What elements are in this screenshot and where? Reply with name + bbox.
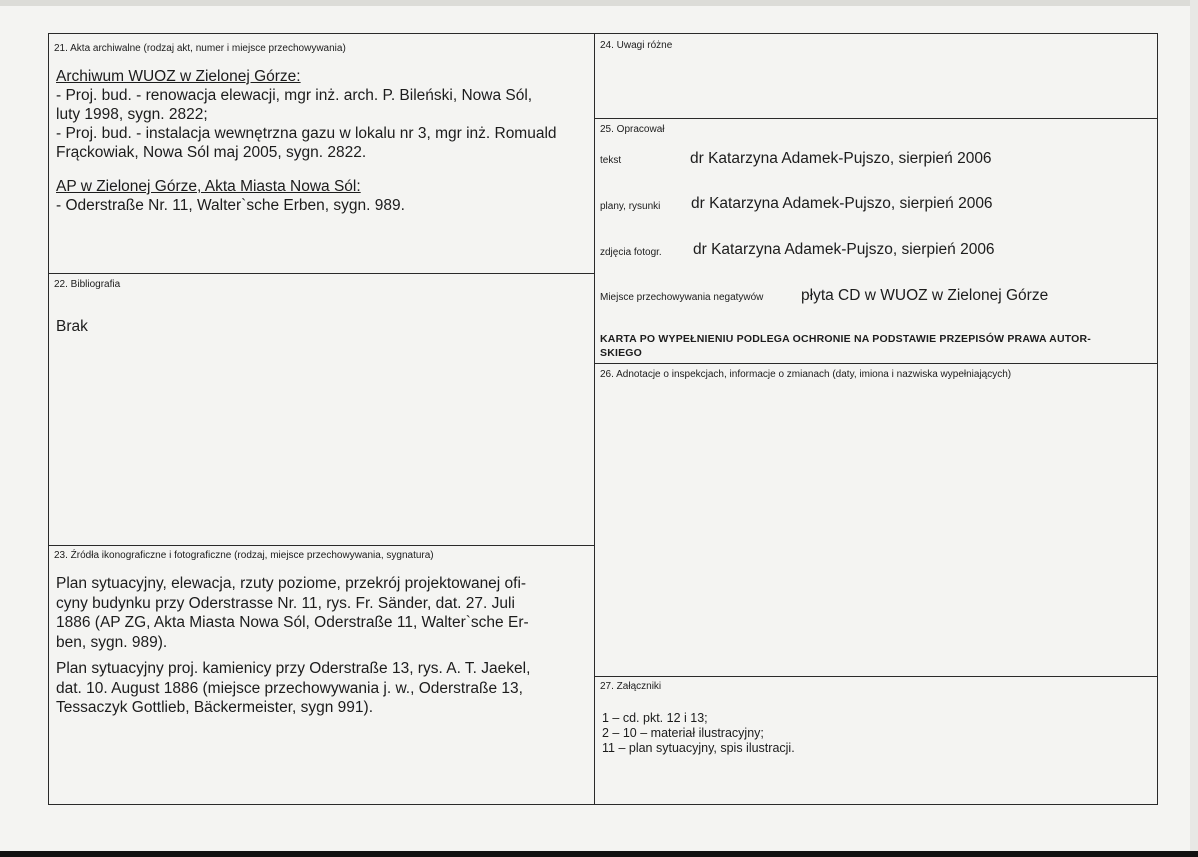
archive-line: - Proj. bud. - renowacja elewacji, mgr inż. arch. P. Bileński, Nowa Sól, [56,87,533,104]
attachments-list [602,711,795,756]
source-line: Plan sytuacyjny proj. kamienicy przy Oderstraße 13, rys. A. T. Jaekel, [56,660,531,677]
section-21-content [56,67,591,215]
attachment-item: 1 – cd. pkt. 12 i 13; [602,711,708,725]
negatives-location-key: Miejsce przechowywania negatywów [600,292,764,303]
source-line: cyny budynku przy Oderstrasse Nr. 11, rys. Fr. Sänder, dat. 27. Juli [56,594,515,612]
divider-25-26 [594,363,1158,364]
archive-heading-ap: AP w Zielonej Górze, Akta Miasta Nowa Sól: [56,178,361,195]
section-27-label: 27. Załączniki [600,681,662,692]
archive-line: Frąckowiak, Nowa Sól maj 2005, sygn. 2822. [56,144,367,161]
copyright-notice [600,332,1091,360]
source-line: Tessaczyk Gottlieb, Bäckermeister, sygn 991). [56,699,374,716]
scan-bottom-edge [0,851,1198,857]
column-divider [594,33,595,805]
archive-heading-wuoz: Archiwum WUOZ w Zielonej Górze: [56,68,301,85]
section-23-content [56,574,591,718]
archive-line: - Oderstraße Nr. 11, Walter`sche Erben, sygn. 989. [56,197,405,214]
scan-top-edge [0,0,1198,6]
section-24-label: 24. Uwagi różne [600,40,673,51]
section-26-label: 26. Adnotacje o inspekcjach, informacje o zmianach (daty, imiona i nazwiska wypełniających) [600,369,1012,380]
prepared-key-photos: zdjęcia fotogr. [600,247,662,258]
section-22-label: 22. Bibliografia [54,279,121,290]
section-25-label: 25. Opracował [600,124,665,135]
archive-line: - Proj. bud. - instalacja wewnętrzna gazu w lokalu nr 3, mgr inż. Romuald [56,125,557,142]
copyright-notice-line: SKIEGO [600,347,643,359]
source-line: dat. 10. August 1886 (miejsce przechowywania j. w., Oderstraße 13, [56,679,523,697]
prepared-value-text: dr Katarzyna Adamek-Pujszo, sierpień 2006 [690,150,992,167]
prepared-key-text: tekst [600,155,622,166]
source-line: ben, sygn. 989). [56,633,168,651]
section-21-label: 21. Akta archiwalne (rodzaj akt, numer i miejsce przechowywania) [54,43,346,54]
bibliography-text: Brak [56,318,88,335]
divider-21-22 [48,273,594,274]
divider-24-25 [594,118,1158,119]
divider-22-23 [48,545,594,546]
source-line: 1886 (AP ZG, Akta Miasta Nowa Sól, Oderstraße 11, Walter`sche Er- [56,614,529,631]
copyright-notice-line: KARTA PO WYPEŁNIENIU PODLEGA OCHRONIE NA PODSTAWIE PRZEPISÓW PRAWA AUTOR- [600,333,1092,345]
attachment-item: 11 – plan sytuacyjny, spis ilustracji. [602,741,795,755]
archive-line: luty 1998, sygn. 2822; [56,106,208,123]
prepared-value-photos: dr Katarzyna Adamek-Pujszo, sierpień 2006 [693,241,995,258]
prepared-key-plans: plany, rysunki [600,201,661,212]
prepared-value-plans: dr Katarzyna Adamek-Pujszo, sierpień 2006 [691,195,993,212]
negatives-location-value: płyta CD w WUOZ w Zielonej Górze [801,287,1049,304]
scan-right-edge [1190,0,1198,857]
section-23-label: 23. Źródła ikonograficzne i fotograficzne (rodzaj, miejsce przechowywania, sygnatura) [54,550,434,561]
divider-26-27 [594,676,1158,677]
source-line: Plan sytuacyjny, elewacja, rzuty poziome, przekrój projektowanej ofi- [56,575,527,592]
attachment-item: 2 – 10 – materiał ilustracyjny; [602,726,764,740]
